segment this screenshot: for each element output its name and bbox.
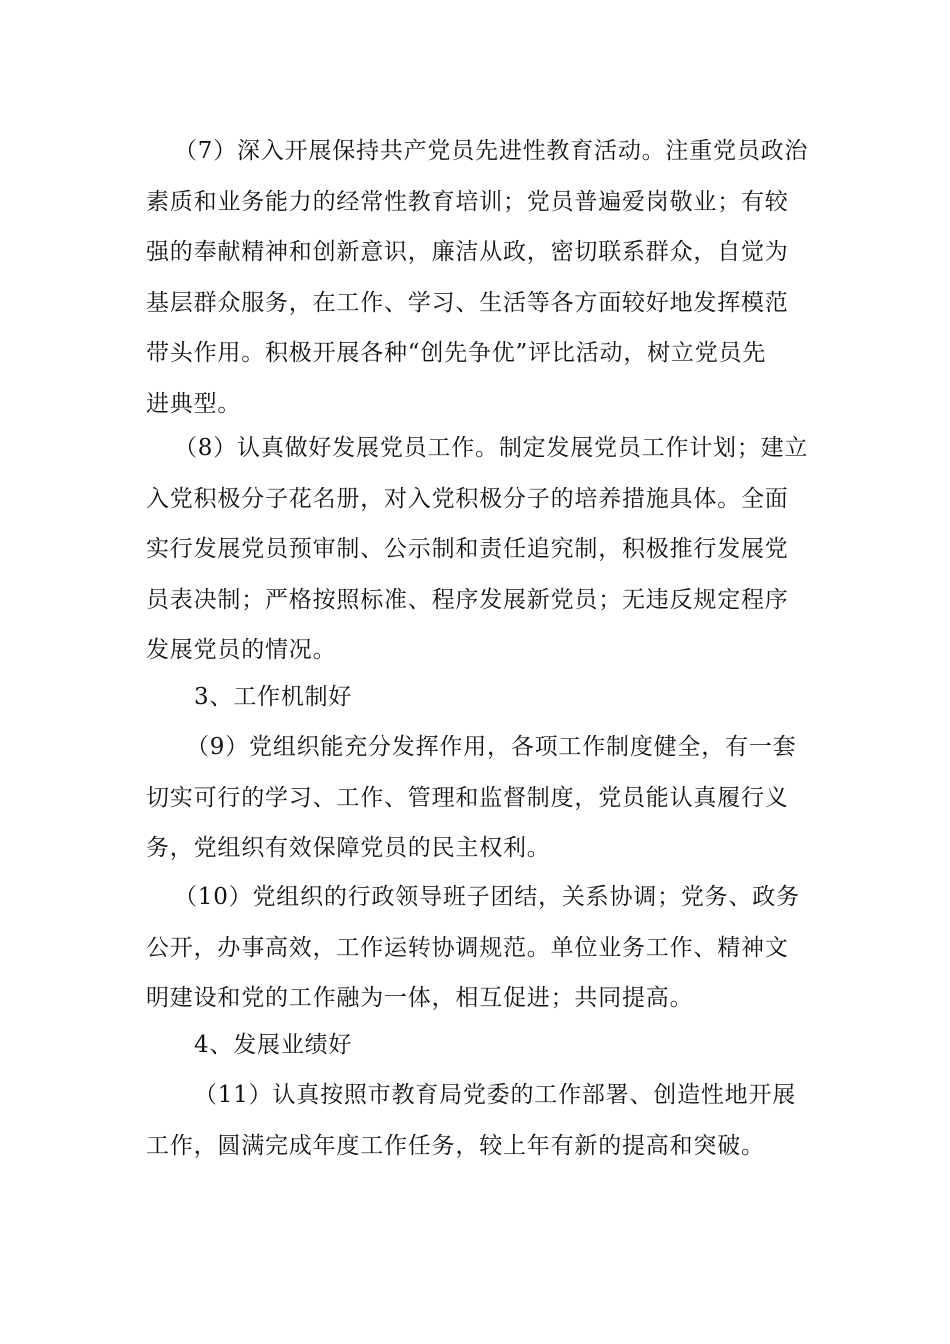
- text-line: （11）认真按照市教育局党委的工作部署、创造性地开展: [194, 1082, 797, 1108]
- heading-text: 3、工作机制好: [194, 684, 353, 710]
- paragraph-7: [146, 126, 816, 429]
- text-line: 明建设和党的工作融为一体，相互促进；共同提高。: [146, 985, 694, 1011]
- text-line: （7）深入开展保持共产党员先进性教育活动。注重党员政治: [174, 138, 809, 164]
- text-line: 基层群众服务，在工作、学习、生活等各方面较好地发挥模范: [146, 289, 789, 316]
- text-line: 切实可行的学习、工作、管理和监督制度，党员能认真履行义: [146, 784, 789, 811]
- text-line: 员表决制；严格按照标准、程序发展新党员；无违反规定程序: [146, 586, 789, 613]
- text-line: （10）党组织的行政领导班子团结，关系协调；党务、政务: [174, 884, 800, 910]
- text-line: （9）党组织能充分发挥作用，各项工作制度健全，有一套: [186, 734, 797, 760]
- text-line: 工作，圆满完成年度工作任务，较上年有新的提高和突破。: [146, 1132, 765, 1159]
- heading-text: 4、发展业绩好: [194, 1032, 353, 1058]
- text-line: 素质和业务能力的经常性教育培训；党员普遍爱岗敬业；有较: [146, 188, 789, 215]
- section-heading-4: [146, 1020, 816, 1071]
- text-line: 进典型。: [146, 390, 242, 417]
- text-line: 强的奉献精神和创新意识，廉洁从政，密切联系群众，自觉为: [146, 239, 789, 265]
- text-line: 务，党组织有效保障党员的民主权利。: [146, 835, 551, 861]
- section-heading-3: [146, 672, 816, 723]
- paragraph-11: [146, 1070, 816, 1171]
- text-line: 带头作用。积极开展各种“创先争优”评比活动，树立党员先: [146, 340, 767, 366]
- text-line: 发展党员的情况。: [146, 637, 337, 663]
- text-line: 实行发展党员预审制、公示制和责任追究制，积极推行发展党: [146, 536, 789, 562]
- paragraph-8: [146, 423, 816, 676]
- text-line: 公开，办事高效，工作运转协调规范。单位业务工作、精神文: [146, 934, 789, 961]
- paragraph-9: [146, 722, 816, 874]
- text-line: （8）认真做好发展党员工作。制定发展党员工作计划；建立: [174, 435, 809, 461]
- text-line: 入党积极分子花名册，对入党积极分子的培养措施具体。全面: [146, 485, 789, 512]
- paragraph-10: [146, 872, 816, 1024]
